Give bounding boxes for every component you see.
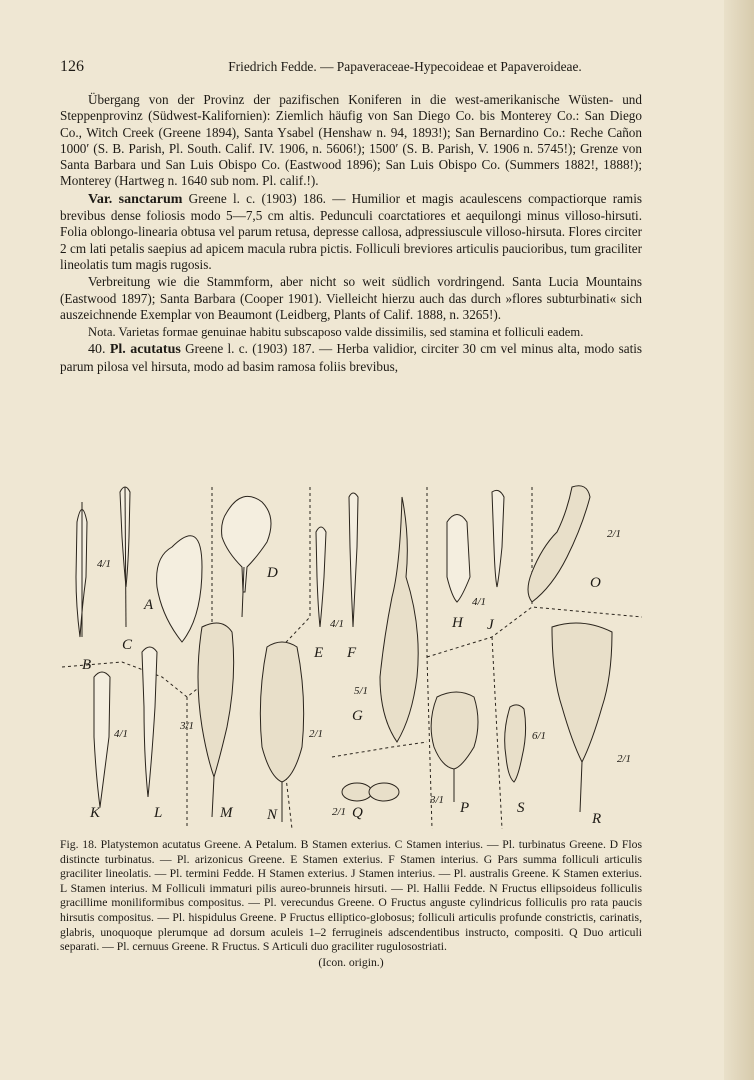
label-m: M (220, 805, 233, 821)
magnification-h: 4/1 (472, 596, 487, 608)
paragraph-species-40 (60, 341, 642, 375)
page-number: 126 (60, 58, 84, 75)
magnification-e: 4/1 (330, 618, 345, 630)
body-text (60, 92, 642, 375)
magnification-b: 4/1 (97, 558, 112, 570)
label-b: B (82, 657, 92, 673)
magnification-k: 4/1 (114, 728, 129, 740)
label-e: E (314, 645, 324, 661)
taxon-name: Pl. acutatus (109, 342, 181, 358)
label-a: A (144, 597, 154, 613)
paragraph-var-sanctarum (60, 191, 642, 273)
figure-caption (60, 838, 642, 970)
species-number: 40. (88, 342, 106, 358)
label-h: H (452, 615, 463, 631)
label-o: O (590, 575, 601, 591)
magnification-m: 3/1 (180, 720, 195, 732)
caption-text: Fig. 18. Platystemon acutatus Greene. A Petalum. B Stamen exterius. C Stamen interius. — Pl. turbinatus Greene. D Flos distincte turbinatus. — Pl. arizonicus Greene. E Stamen exterius. F Stamen interius. G Pars summa folliculi articulis graciliter lineolatis. — Pl. termini Fedde. H Stamen exterius. J Stamen interius. — Pl. australis Greene. K Stamen exterius. L Stamen interius. M Folliculi immaturi pilis aureo-brunneis hirsuti. — Pl. Hallii Fedde. N Fructus ellipsoideus folliculis gracillime moniliformibus compositus. — Pl. verecundus Greene. O Fructus anguste cylindricus folliculis pro rata paucis hirsutis compositus. — Pl. hispidulus Greene. P Fructus elliptico-globosus; folliculi articulis profunde constrictis, carinatis, glabris, unoquoque plerumque ad dorsum aculeis 1–2 ferrugineis adscendentibus instructo, compositi. Q Duo articuli separati. — Pl. cernuus Greene. R Fructus. S Articuli duo graciliter rugulosostriati. (60, 838, 642, 954)
label-g: G (352, 708, 363, 724)
magnification-g: 5/1 (354, 685, 369, 697)
paragraph-text: Greene l. c. (1903) 187. — Herba validior, circiter 30 cm vel minus alta, modo satis parum pilosa vel hirsuta, modo ad basim ramosa foliis brevibus, (60, 341, 643, 374)
figure-plate (62, 477, 642, 829)
running-title: Friedrich Fedde. — Papaveraceae-Hypecoideae et Papaveroideae. (228, 59, 582, 74)
magnification-n: 2/1 (309, 728, 324, 740)
label-f: F (347, 645, 357, 661)
taxon-name: Var. sanctarum (88, 191, 183, 207)
magnification-p: 3/1 (430, 794, 445, 806)
magnification-q: 2/1 (332, 806, 347, 818)
paragraph-text: Greene l. c. (1903) 186. — Humilior et magis acaulescens compactiorque ramis brevibus dense foliosis modo 5—7,5 cm altis. Pedunculi coarctatiores et aequilongi minus villoso-hirsuti. Folia oblongo-linearia obtusa vel parum retusa, depresse callosa, adpressiuscule villoso-hirsuta. Flores circiter 2 cm lati petalis saepius ad apicem macula rubra pictis. Folliculi breviores articulis paucioribus, tum graciliter lineolatis tum magis rugosis. (60, 190, 642, 272)
label-n: N (267, 807, 278, 823)
page-edge (724, 0, 754, 1080)
paragraph-nota: Nota. Varietas formae genuinae habitu subscaposo valde dissimilis, sed stamina et folliculi eadem. (88, 325, 584, 340)
magnification-o: 2/1 (607, 528, 622, 540)
paragraph-verbreitung: Verbreitung wie die Stammform, aber nicht so weit südlich vordringend. Santa Lucia Mountains (Eastwood 1897); Santa Barbara (Cooper 1901). Vielleicht hierzu auch das durch »flores subturbinati« sich auszeichnende Exemplar von Beaumont (Leidberg, Plants of Calif. 1888, n. 3265!). (60, 274, 642, 322)
label-r: R (592, 811, 602, 827)
botanical-plate-illustration (62, 477, 642, 829)
label-c: C (122, 637, 133, 653)
label-d: D (267, 565, 278, 581)
label-q: Q (352, 805, 363, 821)
magnification-r: 2/1 (617, 753, 632, 765)
page-header (60, 58, 660, 82)
paragraph-distribution: Übergang von der Provinz der pazifischen Koniferen in die west-amerikanische Wüsten- und Steppenprovinz (Südwest-Kalifornien): Ziemlich häufig von San Diego Co. bis Monterey Co.: San Diego Co., Witch Creek (Greene 1894), Santa Ysabel (Henshaw n. 94, 1893!); San Bernardino Co.: Reche Cañon 1000′ (S. B. Parish, Pl. South. Calif. IV. 1906, n. 5606!); 1500′ (S. B. Parish, V. 1906 n. 5745!); Grenze von Santa Barbara und San Luis Obispo Co. (Eastwood 1896); San Luis Obispo Co. (Summers 1882!, 1888!); Monterey (Hartweg n. 1640 sub nom. Pl. calif.!). (60, 92, 642, 189)
label-p: P (460, 800, 470, 816)
label-j: J (487, 617, 494, 633)
caption-source: (Icon. origin.) (318, 955, 384, 969)
label-s: S (517, 800, 525, 816)
label-l: L (154, 805, 163, 821)
magnification-s: 6/1 (532, 730, 547, 742)
label-k: K (90, 805, 101, 821)
